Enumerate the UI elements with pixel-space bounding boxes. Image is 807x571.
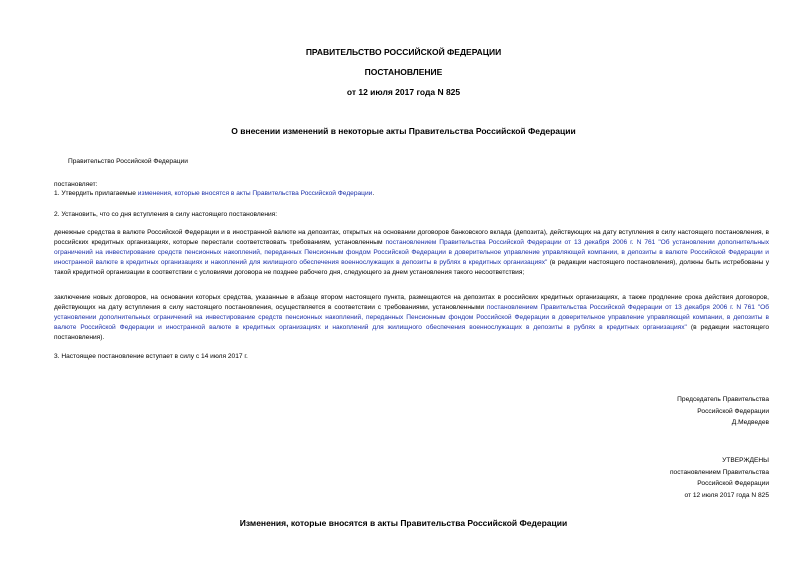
intro-text: Правительство Российской Федерации [68, 158, 188, 165]
signature-position: Председатель Правительства [677, 396, 769, 403]
approval-date: от 12 июля 2017 года N 825 [684, 491, 769, 499]
paragraph-5: 3. Настоящее постановление вступает в силу с 14 июля 2017 г. [54, 353, 248, 360]
government-name: ПРАВИТЕЛЬСТВО РОССИЙСКОЙ ФЕДЕРАЦИИ [305, 47, 502, 57]
document-date: от 12 июля 2017 года N 825 [346, 87, 461, 97]
document-type: ПОСТАНОВЛЕНИЕ [364, 67, 443, 77]
paragraph-1-text: 1. Утвердить прилагаемые [54, 190, 138, 197]
paragraph-2: 2. Установить, что со дня вступления в силу настоящего постановления: [54, 211, 278, 218]
approval-line-3: Российской Федерации [697, 480, 769, 487]
signature-name: Д.Медведев [731, 419, 769, 426]
paragraph-1-suffix: . [372, 190, 375, 197]
changes-link[interactable]: изменения, которые вносятся в акты Правительства Российской Федерации [137, 190, 373, 197]
paragraph-1 [54, 189, 769, 199]
signature-org: Российской Федерации [697, 407, 769, 415]
approval-line-2: постановлением Правительства [669, 468, 769, 476]
changes-title: Изменения, которые вносятся в акты Правительства Российской Федерации [239, 518, 568, 528]
decree-word: постановляет: [54, 181, 98, 188]
paragraph-3 [54, 228, 769, 278]
decree-761-link-2[interactable]: постановлением Правительства Российской Федерации от 13 декабря 2006 г. N 761 "Об установлении дополнительных ограничений на инвестирование средств пенсионных накоплений, переданных Пенсионным фондом Российской Федерации в доверительное управление управляющей компании, в депозиты в валюте Российской Федерации и иностранной валюте в кредитных организациях и накоплений для жилищного обеспечения военнослужащих в депозиты в рублях в кредитных организациях" [54, 304, 769, 331]
approval-heading: УТВЕРЖДЕНЫ [722, 457, 769, 464]
paragraph-4-text-b: (в редакции настоящего постановления). [54, 324, 769, 341]
paragraph-3-text-b: (в редакции настоящего постановления), должны быть истребованы у такой кредитной организации в соответствии с условиями договора не позднее рабочего дня, следующего за днем установления такого несоответствия; [54, 259, 769, 276]
paragraph-4-text-a: заключение новых договоров, на основании которых средства, указанные в абзаце втором настоящего пункта, размещаются на депозитах в российских кредитных организациях, а также продление срока действия договоров, действующих на дату вступления в силу настоящего постановления, осуществляется в соответствии с требованиями, установленными [54, 294, 769, 311]
approval-block [670, 455, 769, 501]
paragraph-3-text-a: денежные средства в валюте Российской Федерации и в иностранной валюте на депозитах, открытых на основании договоров банковского вклада (депозита), действующих на дату вступления в силу настоящего постановления, в российских кредитных организациях, которые перестали соответствовать требованиям, установленным [54, 229, 769, 246]
signature-block [677, 394, 769, 429]
document-title: О внесении изменений в некоторые акты Правительства Российской Федерации [231, 126, 576, 136]
decree-761-link-1[interactable]: постановлением Правительства Российской Федерации от 13 декабря 2006 г. N 761 "Об установлении дополнительных ограничений на инвестирование средств пенсионных накоплений, переданных Пенсионным фондом Российской Федерации в доверительное управление управляющей компании, в депозиты в валюте Российской Федерации и иностранной валюте в кредитных организациях и накоплений для жилищного обеспечения военнослужащих в депозиты в рублях в кредитных организациях" [54, 239, 769, 266]
paragraph-4 [54, 293, 769, 343]
